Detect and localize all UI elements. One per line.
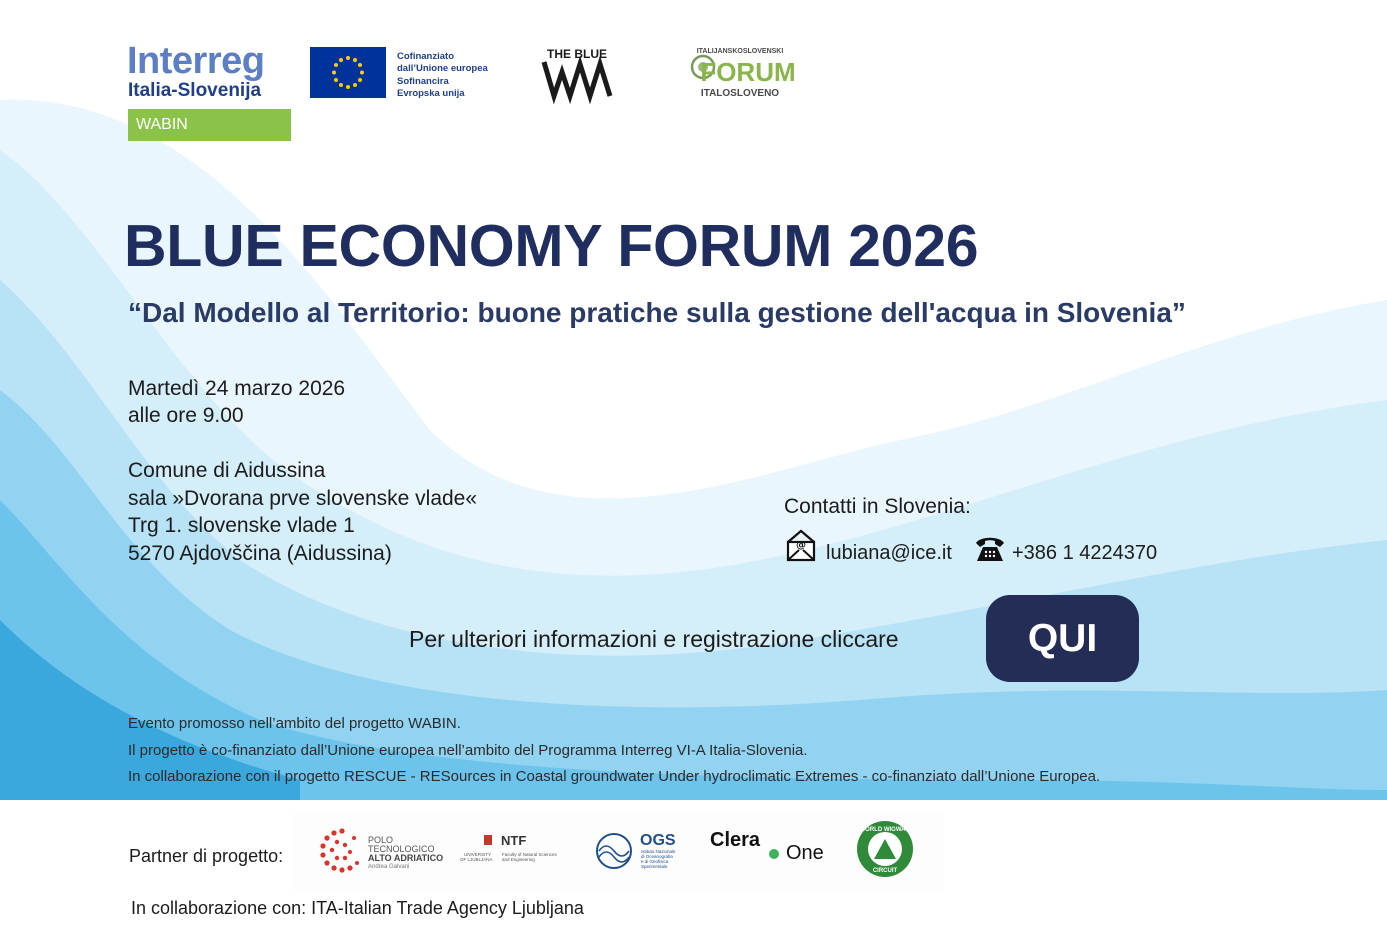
ntf-right-text: Faculty of Natural Sciences [502,852,557,857]
polo-tecnologico-logo [320,828,443,872]
project-notes [128,711,1100,791]
interreg-logo-title: Interreg [127,40,265,82]
ogs-subtext: e di Geofisica [641,859,669,864]
eu-text-line: dall’Unione europea [397,62,488,74]
ogs-logo [597,832,676,869]
contacts-title: Contatti in Slovenia: [784,495,971,518]
polo-text: TECNOLOGICO [368,844,435,854]
note-line: In collaborazione con il progetto RESCUE - RESources in Coastal groundwater Under hydroclimatic Extremes - co-finanziato dall’Unione Europea. [128,768,1101,785]
clera-text: Clera [710,829,761,851]
telephone-icon [974,535,1006,563]
registration-prompt: Per ulteriori informazioni e registrazione cliccare [409,626,899,652]
partners-label: Partner di progetto: [129,846,284,866]
note-line: Il progetto è co-finanziato dall’Unione europea nell’ambito del Programma Interreg VI-A Italia-Slovenia. [128,741,808,759]
partner-logos [294,811,944,893]
registration-button[interactable]: QUI [986,595,1139,682]
bluewax-logo-text: THE BLUE [547,47,607,61]
polo-text: ALTO ADRIATICO [368,853,444,863]
envelope-at-icon [785,528,817,562]
ntf-left-text: UNIVERSITY [464,852,492,857]
svg-text:@: @ [796,540,806,551]
ogs-subtext: Sperimentale [641,864,668,869]
ogs-text: OGS [640,832,676,849]
venue-line: Comune di Aidussina [128,459,326,482]
clera-one-logo [710,829,824,864]
venue-line: 5270 Ajdovščina (Aidussina) [128,541,392,565]
ntf-right-text: and Engineering [502,857,535,862]
ntf-logo [460,833,558,862]
event-date [128,375,345,429]
forum-italosloveno-logo [688,46,796,99]
event-venue [128,457,477,567]
forum-logo-bottom-text: ITALOSLOVENO [700,88,780,99]
ogs-subtext: Istituto Nazionale [641,849,676,854]
wwc-text: WORLD WIGWAM [859,827,911,833]
wwc-text: CIRCUIT [872,868,898,874]
the-blue-wax-logo [540,46,614,100]
date-line: Martedì 24 marzo 2026 [128,377,346,400]
eu-text-line: Cofinanziato [397,51,454,62]
collaboration-text: In collaborazione con: ITA-Italian Trade Agency Ljubljana [131,898,584,918]
forum-logo-top-text: ITALIJANSKOSLOVENSKI [696,48,784,55]
forum-logo-main-text: FORUM [700,57,796,87]
time-line: alle ore 9.00 [128,404,244,427]
eu-text-line: Sofinancira [397,76,449,87]
event-title: BLUE ECONOMY FORUM 2026 [124,213,979,279]
polo-text: Andrea Galvani [368,864,410,870]
note-line: Evento promosso nell’ambito del progetto WABIN. [128,715,461,732]
partner-logos-svg [294,811,944,893]
eu-text-line: Evropska unija [397,87,465,99]
ntf-text: NTF [501,833,527,848]
contact-phone: +386 1 4224370 [1012,542,1158,564]
polo-text: POLO [368,835,394,845]
one-text: One [786,842,824,864]
interreg-logo-subtitle: Italia-Slovenija [128,80,262,101]
contact-email-link[interactable]: lubiana@ice.it [826,542,952,564]
venue-line: sala »Dvorana prve slovenske vlade« [128,486,478,510]
event-subtitle: “Dal Modello al Territorio: buone pratiche sulla gestione dell'acqua in Slovenia” [128,297,1186,328]
eu-flag-icon [310,47,386,98]
ogs-subtext: di Oceanografia [641,854,673,859]
eu-cofunding-text [397,51,488,99]
venue-line: Trg 1. slovenske vlade 1 [128,514,355,537]
ntf-left-text: OF LJUBLJANA [460,857,493,862]
project-tag: WABIN [128,109,291,141]
world-wigwam-circuit-logo [857,821,913,877]
